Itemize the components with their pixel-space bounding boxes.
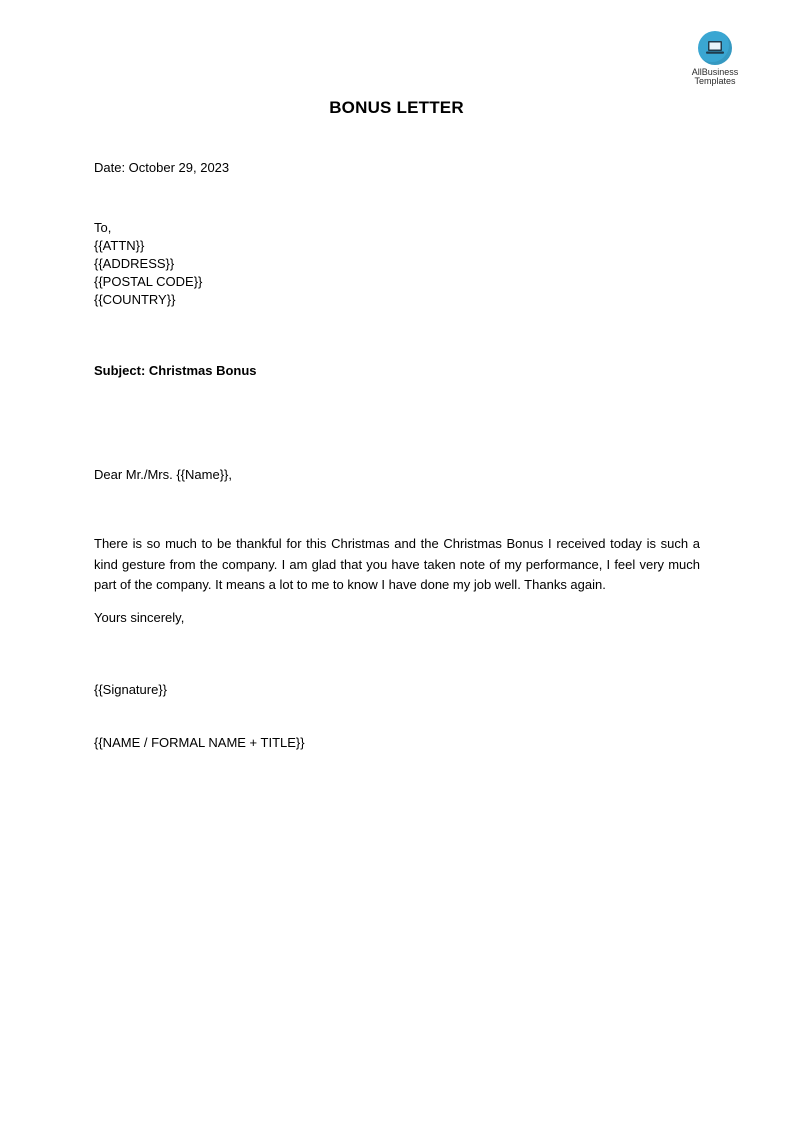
recipient-postal-code: {{POSTAL CODE}} xyxy=(94,274,203,289)
recipient-country: {{COUNTRY}} xyxy=(94,292,176,307)
salutation: Dear Mr./Mrs. {{Name}}, xyxy=(94,467,232,482)
logo-text-line1: AllBusiness xyxy=(691,67,739,77)
sender-name: {{NAME / FORMAL NAME + TITLE}} xyxy=(94,735,305,750)
logo-text xyxy=(682,68,748,86)
signature-placeholder: {{Signature}} xyxy=(94,682,168,697)
logo-badge xyxy=(698,31,732,65)
letter-title: BONUS LETTER xyxy=(329,98,464,117)
subject-line: Subject: Christmas Bonus xyxy=(94,363,257,378)
logo-text-line2: Templates xyxy=(694,76,736,86)
laptop-icon xyxy=(705,40,725,56)
allbusiness-templates-logo xyxy=(682,31,748,93)
date-line: Date: October 29, 2023 xyxy=(94,160,230,175)
letter-body: There is so much to be thankful for this Christmas and the Christmas Bonus I received today is such a kind gesture from the company. I am glad that you have taken note of my performance, I feel very much part of the company. It means a lot to me to know I have done my job well. Thanks again. xyxy=(94,536,700,592)
recipient-to: To, xyxy=(94,220,112,235)
recipient-attn: {{ATTN}} xyxy=(94,238,145,253)
closing: Yours sincerely, xyxy=(94,610,185,625)
recipient-address: {{ADDRESS}} xyxy=(94,256,175,271)
